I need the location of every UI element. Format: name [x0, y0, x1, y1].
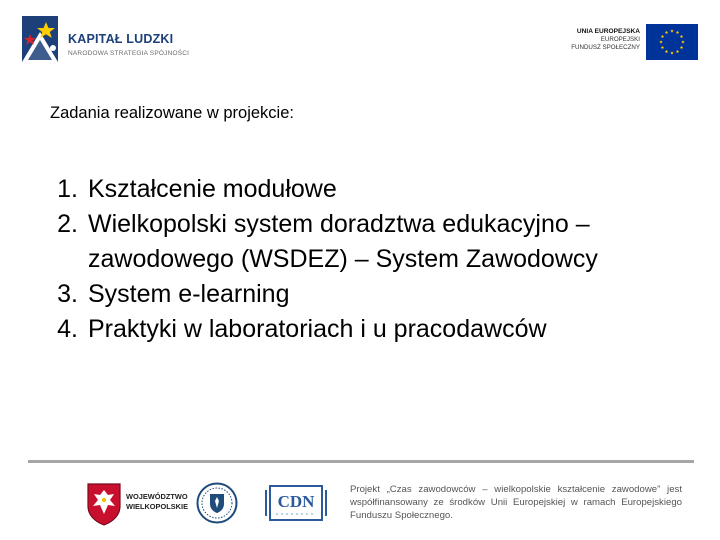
footer-divider	[28, 460, 694, 463]
cdn-logo	[264, 482, 328, 524]
task-number: 2.	[57, 210, 78, 238]
kapital-ludzki-logo	[20, 14, 200, 66]
seal-emblem-icon	[196, 482, 238, 524]
eu-logo	[538, 24, 698, 62]
eu-logo-line3: FUNDUSZ SPOŁECZNY	[571, 44, 640, 51]
wielkopolska-logo	[86, 482, 189, 526]
project-funding-note: Projekt „Czas zawodowców – wielkopolskie kształcenie zawodowe” jest współfinansowany ze środków Unii Europejskiej w ramach Europejskiego Funduszu Społecznego.	[350, 484, 682, 521]
task-item	[0, 207, 720, 277]
kapital-ludzki-title: KAPITAŁ LUDZKI	[68, 32, 174, 46]
eu-flag-icon	[646, 24, 698, 60]
task-list	[0, 172, 720, 347]
eu-logo-line2: EUROPEJSKI	[600, 36, 640, 43]
eu-logo-line1: UNIA EUROPEJSKA	[576, 28, 640, 35]
task-number: 3.	[57, 280, 78, 308]
page-heading: Zadania realizowane w projekcie:	[50, 104, 294, 122]
task-text: Praktyki w laboratoriach i u pracodawców	[88, 315, 547, 343]
task-item	[0, 277, 720, 312]
wielkopolska-coat-of-arms-icon	[86, 482, 122, 526]
task-item	[0, 172, 720, 207]
kapital-ludzki-logo-icon	[20, 14, 64, 66]
eu-logo-text	[571, 28, 640, 52]
task-number: 4.	[57, 315, 78, 343]
wielkopolska-logo-line1: WOJEWÓDZTWO	[126, 492, 188, 501]
wielkopolska-logo-text	[126, 492, 188, 512]
kapital-ludzki-subtitle: NARODOWA STRATEGIA SPÓJNOŚCI	[68, 50, 190, 57]
seal-emblem-logo	[196, 482, 238, 524]
task-number: 1.	[57, 175, 78, 203]
task-item	[0, 312, 720, 347]
task-text: Kształcenie modułowe	[88, 175, 337, 203]
cdn-logo-text: CDN	[277, 492, 315, 511]
task-text: System e-learning	[88, 280, 290, 308]
task-text: Wielkopolski system doradztwa edukacyjno – zawodowego (WSDEZ) – System Zawodowcy	[88, 210, 598, 273]
wielkopolska-logo-line2: WIELKOPOLSKIE	[126, 502, 189, 511]
